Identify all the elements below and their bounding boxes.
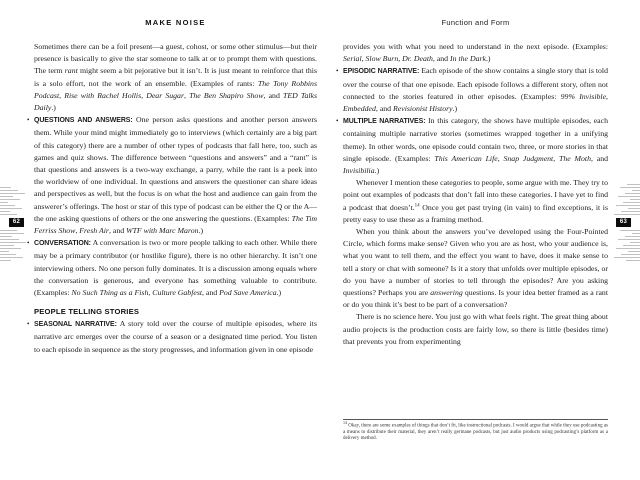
text-segment: Fresh Air (79, 226, 109, 236)
left-running-head: MAKE NOISE (145, 18, 206, 27)
page-edge-stripe (0, 190, 18, 191)
text-segment: rant (64, 66, 78, 76)
bullet-item (336, 115, 609, 177)
page-edge-stripe (0, 230, 17, 231)
text-segment: Serial (343, 54, 362, 64)
page-edge-stripe (628, 208, 640, 209)
text-segment: Culture Gabfest (152, 288, 203, 298)
text-segment: , (183, 90, 190, 100)
right-running-head: Function and Form (441, 18, 510, 27)
text-segment: One person asks questions and another person answers them. While your mind might immediately go to interviews (which certainly are a big part of this category) there are a number of other types of podcasts that fall here, too, such as games and quiz shows. The difference between “questions and answers” and a “rant” is that questions and answers is a two-way exchange, a parry, while the rant is a peek into the worldview of one individual. In questions and answers the questioner can share ideas and perspectives as well, but the focus is on what the host and audience can gain from the answerer’s offerings. The host or star of this type of podcast can be either the Q or the A—the one asking questions of others or the one answering the questions. (Examples: (34, 115, 317, 223)
text-segment: The Moth (559, 153, 591, 163)
section-heading: PEOPLE TELLING STORIES (34, 307, 140, 317)
bullet-item (27, 318, 317, 356)
page-edge-stripe (618, 196, 640, 197)
page-edge-stripe (625, 236, 640, 237)
bullet-marker-icon: • (27, 320, 30, 329)
page-edge-stripe (0, 199, 20, 200)
page-edge-stripe (632, 190, 640, 191)
text-segment: In the Dark (450, 54, 486, 64)
text-segment: There is no science here. You just go with what feels right. The great thing about audio projects is the production costs are fairly low, so there is little (besides time) that prevents you from experimenting (343, 312, 608, 346)
text-segment: Pod Save America (219, 288, 277, 298)
bullet-label: EPISODIC NARRATIVE: (343, 68, 420, 76)
text-segment: The Ben Shapiro Show (189, 90, 264, 100)
left-page-number-tab (9, 218, 24, 227)
bullet-label: MULTIPLE NARRATIVES: (343, 118, 426, 126)
page-edge-stripe (621, 254, 640, 255)
page-edge-stripe (616, 205, 640, 206)
text-segment: TED Talks Daily (34, 90, 318, 113)
text-segment: Rise with Rachel Hollis (64, 90, 142, 100)
text-segment: answering (430, 288, 463, 298)
text-segment: The Tim Ferriss Show (34, 213, 317, 236)
text-segment: No Such Thing as a Fish (71, 288, 149, 298)
page-edge-stripe (0, 257, 23, 258)
text-segment: , and (108, 226, 127, 236)
text-segment: questions. Is your idea better framed as a rant or do you think it’s best to be part of a conversation? (343, 288, 608, 310)
text-segment: , (553, 153, 559, 163)
text-segment: , (75, 226, 80, 236)
text-segment: , (59, 90, 65, 100)
bullet-item (27, 114, 317, 237)
text-segment: , and (263, 90, 283, 100)
page-edge-stripe (632, 233, 640, 234)
page-edge-stripe (627, 184, 640, 185)
text-segment: , (398, 54, 403, 64)
page-edge-stripe (620, 187, 640, 188)
text-segment: , and (432, 54, 451, 64)
text-segment: Slow Burn (365, 54, 399, 64)
right-page (336, 0, 609, 480)
page-edge-stripe (614, 214, 640, 215)
bullet-item (336, 65, 608, 115)
page-edge-stripe (0, 233, 24, 234)
bullet-marker-icon: • (27, 239, 30, 248)
text-segment: , (361, 54, 366, 64)
page-edge-stripe (0, 239, 19, 240)
text-segment: , (497, 153, 504, 163)
page-edge-stripe (626, 260, 640, 261)
page-edge-stripe (0, 245, 14, 246)
text-segment: When you think about the answers you’ve developed using the Four-Pointed Circle, which forms make sense? Given who you are as host, who your audience is, what you want to tell them, and the effect you want to have, does it make sense to tell a story or chat with someone? Is it a story that unfolds over multiple episodes, or do you have a number of stories to tell through the episodes? Are you asking questions? Perhaps you are (343, 227, 608, 298)
left-page-number: 62 (12, 219, 21, 225)
text-segment: WTF with Marc Maron (126, 226, 199, 236)
page-edge-stripe (618, 239, 640, 240)
text-segment: , and (202, 288, 220, 298)
page-edge-stripe (0, 242, 26, 243)
text-segment: Snap Judgment (503, 153, 554, 163)
page-edge-stripe (0, 193, 25, 194)
text-segment: .) (198, 226, 204, 236)
page-edge-stripes-right-top (614, 184, 640, 215)
page-edge-stripe (630, 242, 640, 243)
text-segment: , and (375, 104, 394, 114)
page-edge-stripe (630, 199, 640, 200)
footnote-marker: 14 (343, 419, 347, 425)
page-edge-stripe (0, 202, 8, 203)
page-edge-stripes-right-bottom (614, 230, 640, 261)
paragraph (34, 41, 317, 114)
page-edge-stripe (623, 202, 640, 203)
page-edge-stripe (0, 196, 13, 197)
text-segment: .) (374, 166, 380, 176)
text-segment: This American Life (434, 153, 498, 163)
text-segment: Whenever I mention these categories to people, some argue with me. They try to point out examples of podcasts that don’t fall into these categories. I have yet to find a podcast that doesn’t. (343, 178, 608, 212)
text-segment: might seem a bit pejorative but it isn’t. It is just meant to reinforce that this is a solo effort, not the work of an ensemble. (Examples of rants: (34, 66, 318, 88)
left-page (27, 0, 318, 480)
text-segment: Revisionist History (393, 104, 453, 114)
bullet-item (27, 237, 317, 299)
page-edge-stripe (616, 248, 640, 249)
text-segment: The Tony Robbins Podcast (34, 78, 317, 100)
page-edge-stripe (0, 251, 9, 252)
paragraph (343, 177, 608, 226)
right-page-content (336, 41, 609, 348)
text-segment: .) (51, 103, 56, 113)
page-edge-stripe (614, 257, 640, 258)
bullet-marker-icon: • (336, 117, 339, 126)
page-edge-stripe (625, 193, 640, 194)
text-segment: .) (452, 104, 458, 114)
footnote-ref: 14 (414, 203, 420, 209)
text-segment: , (606, 91, 608, 101)
page-edge-stripe (620, 230, 640, 231)
text-segment: Each episode of the show contains a single story that is told over the course of that one episode. Each episode follows a different story, often not connected to the stories featured in other episodes. (Examples: (343, 66, 608, 101)
page-edge-stripe (628, 251, 640, 252)
bullet-label: SEASONAL NARRATIVE: (34, 321, 117, 329)
text-segment: , and (590, 153, 609, 163)
page-edge-stripe (0, 236, 12, 237)
right-page-number-tab (616, 218, 631, 227)
right-page-number: 63 (619, 219, 628, 225)
paragraph (343, 41, 608, 65)
page-edge-stripe (0, 248, 21, 249)
paragraph (343, 311, 608, 348)
text-segment: Embedded (343, 104, 376, 114)
page-edge-stripe (0, 187, 11, 188)
page-edge-stripe (623, 245, 640, 246)
bullet-marker-icon: • (27, 116, 30, 125)
text-segment: , (148, 288, 153, 298)
text-segment: .) (276, 288, 282, 298)
footnote (343, 419, 608, 442)
text-segment: provides you with what you need to understand in the next episode. (Examples: (343, 42, 608, 51)
text-segment: Invisibilia (343, 166, 375, 176)
paragraph (343, 226, 608, 311)
bullet-label: QUESTIONS AND ANSWERS: (34, 117, 133, 125)
page-edge-stripe (621, 211, 640, 212)
text-segment: A conversation is two or more people talking to each other. While there may be a primary contributor (or hostlike figure), there is no other hierarchy. It isn’t one interviewing others. No one person fully dominates. It is a discussion among equals where the conversation is generous, and everyone has something valuable to contribute. (Examples: (34, 238, 317, 298)
bullet-marker-icon: • (336, 67, 339, 76)
left-page-content (27, 41, 318, 356)
page-edge-stripe (0, 205, 15, 206)
text-segment: In this category, the shows have multiple episodes, each containing multiple narrative stories (sometimes wrapped together in a unifying theme). In other words, one episode could contain two, three, or more stories in that single episode. (Examples: (343, 116, 608, 163)
text-segment: Dr. Death (402, 54, 433, 64)
footnote-text: Okay, there are some examples of things that don’t fit, like instructional podcasts. I would argue that while they use podcasting as a means to distribute their material, they aren’t really germane podcasts, but just audio products using podcasting’s platform as a delivery method. (343, 423, 608, 441)
page-edge-stripe (0, 208, 22, 209)
text-segment: Sometimes there can be a foil present—a guest, cohost, or some other stimulus—but their presence is basically to give the star someone to talk at or to prompt them with questions. The term (34, 42, 317, 76)
text-segment: A story told over the course of multiple episodes, where its narrative arc emerges over the course of a season or a designated time period. You listen to each episode in sequence as the story progresses, and information given in one episode (34, 319, 317, 354)
text-segment: 99% Invisible (560, 91, 607, 101)
page-edge-stripe (0, 254, 16, 255)
page-edge-stripe (0, 214, 17, 215)
text-segment: .) (485, 54, 491, 64)
page-edge-stripe (0, 211, 10, 212)
page-edge-stripes-left-bottom (0, 230, 26, 261)
text-segment: Dear Sugar (146, 90, 184, 100)
page-edge-stripes-left-top (0, 187, 25, 215)
page-edge-stripe (0, 260, 11, 261)
bullet-label: CONVERSATION: (34, 240, 91, 248)
text-segment: Once you get past trying (in vain) to find exceptions, it is pretty easy to use these as a framing method. (343, 202, 608, 224)
text-segment: , (141, 90, 147, 100)
